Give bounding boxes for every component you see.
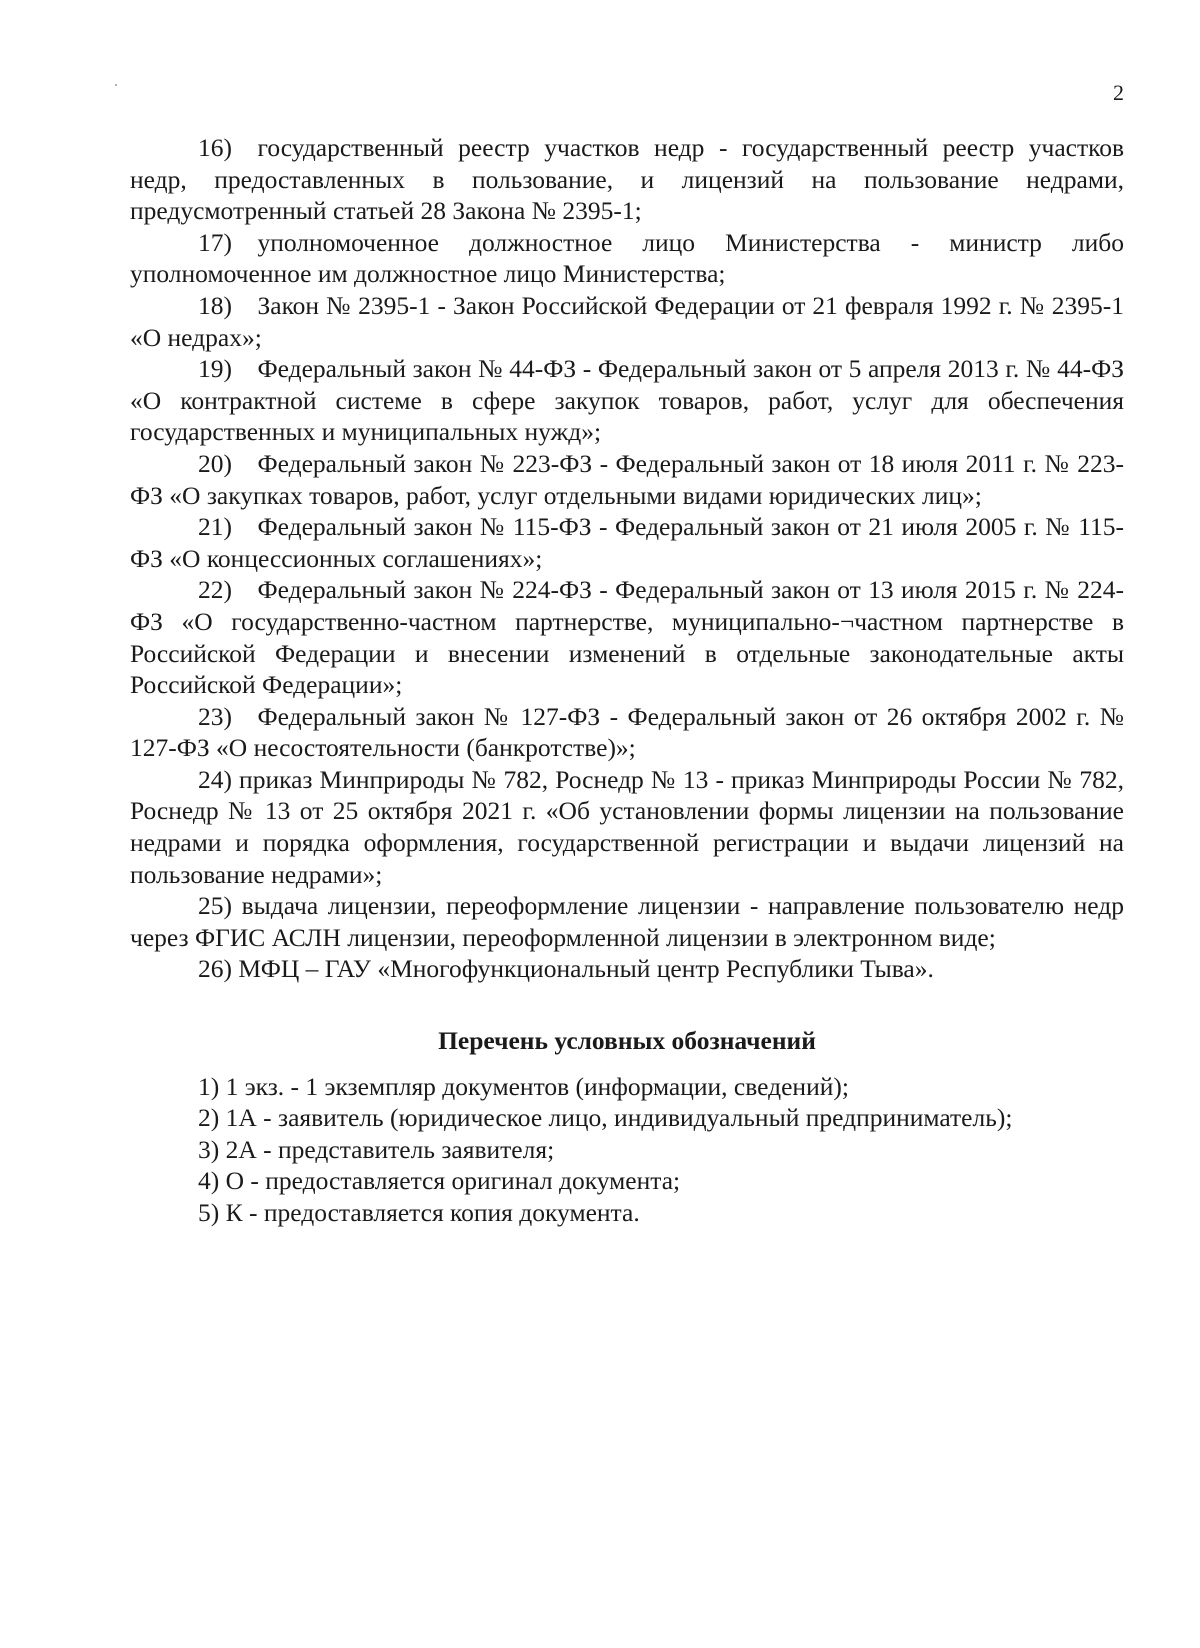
legend-title: Перечень условных обозначений: [438, 1026, 816, 1056]
definition-item-19: 19) Федеральный закон № 44-ФЗ - Федеральный закон от 5 апреля 2013 г. № 44-ФЗ «О контрактной системе в сфере закупок товаров, работ, услуг для обеспечения государственных и муниципальных нужд»;: [130, 354, 1124, 447]
definition-item-20: 20) Федеральный закон № 223-ФЗ - Федеральный закон от 18 июля 2011 г. № 223-ФЗ «О закупках товаров, работ, услуг отдельными видами юридических лиц»;: [130, 448, 1124, 510]
definition-item-17: 17) уполномоченное должностное лицо Министерства - министр либо уполномоченное им должностное лицо Министерства;: [130, 227, 1124, 289]
legend-item-4: 4) О - предоставляется оригинал документа;: [198, 1166, 681, 1196]
definition-item-16: 16) государственный реестр участков недр - государственный реестр участков недр, предоставленных в пользование, и лицензий на пользование недрами, предусмотренный статьей 28 Закона № 2395-1;: [130, 133, 1124, 226]
definition-item-25: 25) выдача лицензии, переоформление лицензии - направление пользователю недр через ФГИС АСЛН лицензии, переоформленной лицензии в электронном виде;: [130, 891, 1124, 952]
legend-item-1: 1) 1 экз. - 1 экземпляр документов (информации, сведений);: [198, 1071, 849, 1101]
scan-artifact-dot: [115, 84, 117, 86]
definition-item-23: 23) Федеральный закон № 127-ФЗ - Федеральный закон от 26 октября 2002 г. № 127-ФЗ «О несостоятельности (банкротстве)»;: [130, 701, 1124, 763]
document-body: [130, 132, 1124, 1229]
legend-list: [130, 1071, 1124, 1229]
definition-item-26: 26) МФЦ – ГАУ «Многофункциональный центр Республики Тыва».: [198, 954, 934, 984]
legend-item-5: 5) К - предоставляется копия документа.: [198, 1198, 640, 1227]
definition-item-24: 24) приказ Минприроды № 782, Роснедр № 13 - приказ Минприроды России № 782, Роснедр № 13 от 25 октября 2021 г. «Об установлении формы лицензии на пользование недрами и порядка оформления, государственной регистрации и выдачи лицензий на пользование недрами»;: [130, 764, 1124, 889]
definition-item-21: 21) Федеральный закон № 115-ФЗ - Федеральный закон от 21 июля 2005 г. № 115-ФЗ «О концессионных соглашениях»;: [130, 512, 1124, 573]
definition-item-22: 22) Федеральный закон № 224-ФЗ - Федеральный закон от 13 июля 2015 г. № 224-ФЗ «О государственно-частном партнерстве, муниципально-¬частном партнерстве в Российской Федерации и внесении изменений в отдельные законодательные акты Российской Федерации»;: [130, 575, 1124, 700]
definitions-list: [130, 132, 1124, 985]
definition-item-18: 18) Закон № 2395-1 - Закон Российской Федерации от 21 февраля 1992 г. № 2395-1 «О недрах»;: [130, 290, 1124, 352]
page-number: 2: [1113, 80, 1124, 105]
legend-item-2: 2) 1А - заявитель (юридическое лицо, индивидуальный предприниматель);: [198, 1103, 1013, 1133]
legend-item-3: 3) 2А - представитель заявителя;: [198, 1134, 555, 1164]
